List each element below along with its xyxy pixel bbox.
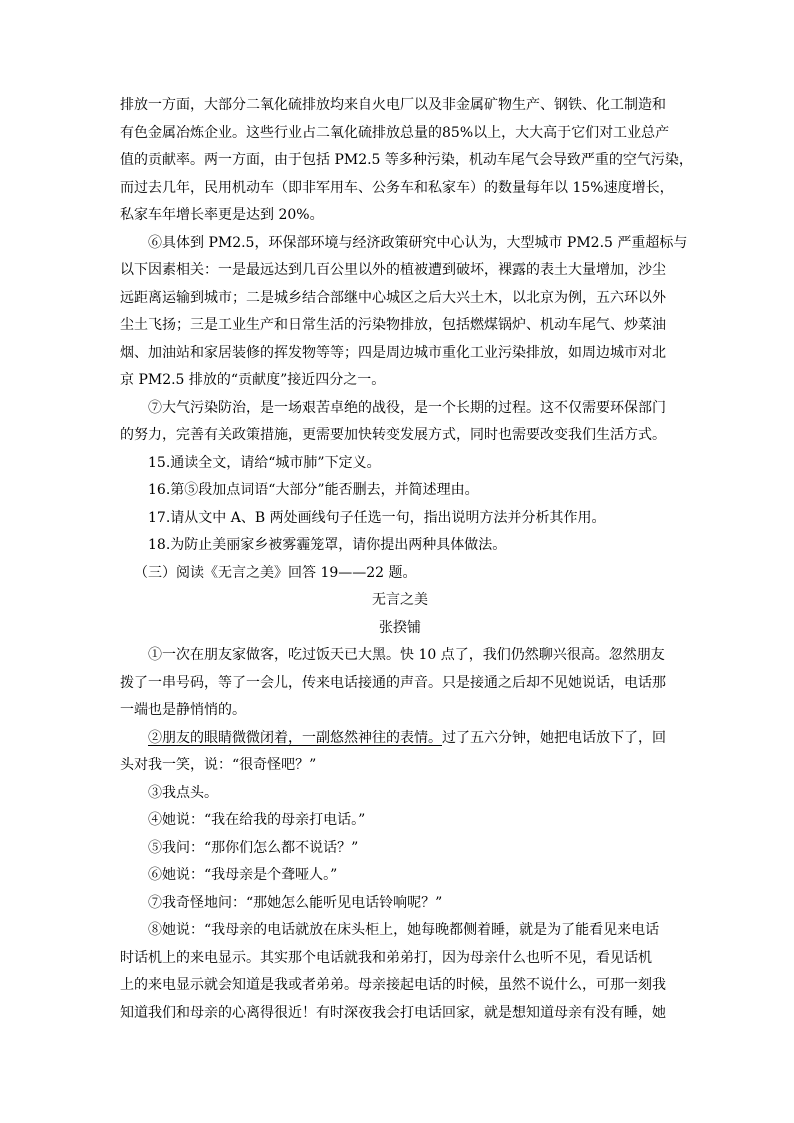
story-paragraph-4: ④她说：“我在给我的母亲打电话。” [148, 812, 366, 828]
text-line: 而过去几年，民用机动车（即非军用车、公务车和私家车）的数量每年以 15%速度增长， [120, 179, 674, 196]
question-15: 15.通读全文，请给“城市肺”下定义。 [148, 454, 381, 471]
text-line: 烟、加油站和家居装修的挥发物等等；四是周边城市重化工业污染排放，如周边城市对北 [120, 344, 666, 361]
story-paragraph-3: ③我点头。 [148, 784, 218, 801]
text-line: 有色金属冶炼企业。这些行业占二氧化硫排放总量的85%以上，大大高于它们对工业总产 [120, 124, 670, 141]
text-line: 私家车年增长率更是达到 20%。 [120, 207, 324, 223]
text-line: 以下因素相关：一是最远达到几百公里以外的植被遭到破坏，裸露的表土大量增加，沙尘 [120, 262, 666, 278]
section-3-heading: （三）阅读《无言之美》回答 19——22 题。 [134, 564, 417, 581]
paragraph-6 [120, 230, 688, 395]
paragraph-7 [120, 395, 680, 450]
question-17: 17.请从文中 A、B 两处画线句子任选一句，指出说明方法并分析其作用。 [148, 509, 606, 526]
text-line: 尘土飞扬；三是工业生产和日常生活的污染物排放，包括燃煤锅炉、机动车尾气、炒菜油 [120, 317, 666, 333]
question-list [120, 450, 680, 560]
question-16: 16.第⑤段加点词语“大部分”能否删去，并简述理由。 [148, 482, 479, 498]
story-header [120, 587, 680, 642]
text-line: 拨了一串号码，等了一会儿，传来电话接通的声音。只是接通之后却不见她说话，电话那 [120, 674, 666, 691]
story-paragraph-7: ⑦我奇怪地问：“那她怎么能听见电话铃响呢？” [148, 894, 443, 911]
story-paragraph-5: ⑤我问：“那你们怎么都不说话？” [148, 839, 359, 856]
text-line: 时话机上的来电显示。其实那个电话就我和弟弟打，因为母亲什么也听不见，看见话机 [120, 949, 652, 966]
story-paragraph-6: ⑥她说：“我母亲是个聋哑人。” [148, 867, 338, 883]
story-paragraph-8 [120, 917, 680, 1027]
text-line [120, 725, 680, 753]
text-line: 知道我们和母亲的心离得很近！有时深夜我会打电话回家，就是想知道母亲有没有睡，她 [120, 1004, 666, 1021]
text-line: ①一次在朋友家做客，吃过饭天已大黑。快 10 点了，我们仍然聊兴很高。忽然朋友 [148, 647, 665, 663]
story-title: 无言之美 [372, 592, 428, 608]
text-line: 上的来电显示就会知道是我或者弟弟。母亲接起电话的时候，虽然不说什么，可那一刻我 [120, 977, 666, 993]
paragraph-continued [120, 92, 693, 230]
text-line: 京 PM2.5 排放的“贡献度”接近四分之一。 [120, 372, 386, 388]
text-line: 值的贡献率。两一方面，由于包括 PM2.5 等多种污染，机动车尾气会导致严重的空气污染， [120, 152, 693, 168]
text-line: 头对我一笑，说：“很奇怪吧？” [120, 757, 317, 773]
document-body [120, 92, 693, 1027]
text-line: 排放一方面，大部分二氧化硫排放均来自火电厂以及非金属矿物生产、钢铁、化工制造和 [120, 97, 666, 113]
text-line: 的努力，完善有关政策措施，更需要加快转变发展方式，同时也需要改变我们生活方式。 [120, 427, 666, 443]
section-heading [120, 560, 680, 588]
question-18: 18.为防止美丽家乡被雾霾笼罩，请你提出两种具体做法。 [148, 537, 507, 553]
story-dialogue [120, 780, 680, 918]
text-line: ⑥具体到 PM2.5，环保部环境与经济政策研究中心认为，大型城市 PM2.5 严重超标与 [148, 234, 688, 251]
story-paragraph-1 [120, 642, 680, 725]
underlined-sentence: ②朋友的眼睛微微闭着，一副悠然神往的表情。 [148, 729, 442, 746]
text-line: 远距离运输到城市；二是城乡结合部继中心城区之后大兴土木，以北京为例，五六环以外 [120, 289, 666, 306]
text-line: 一端也是静悄悄的。 [120, 702, 246, 718]
sentence-rest: 过了五六分钟，她把电话放下了，回 [442, 729, 666, 746]
text-line: ⑦大气污染防治，是一场艰苦卓绝的战役，是一个长期的过程。这不仅需要环保部门 [148, 399, 666, 416]
story-author: 张揆铺 [379, 619, 421, 636]
story-paragraph-2 [120, 725, 680, 780]
text-line: ⑧她说：“我母亲的电话就放在床头柜上，她每晚都侧着睡，就是为了能看见来电话 [148, 922, 660, 938]
